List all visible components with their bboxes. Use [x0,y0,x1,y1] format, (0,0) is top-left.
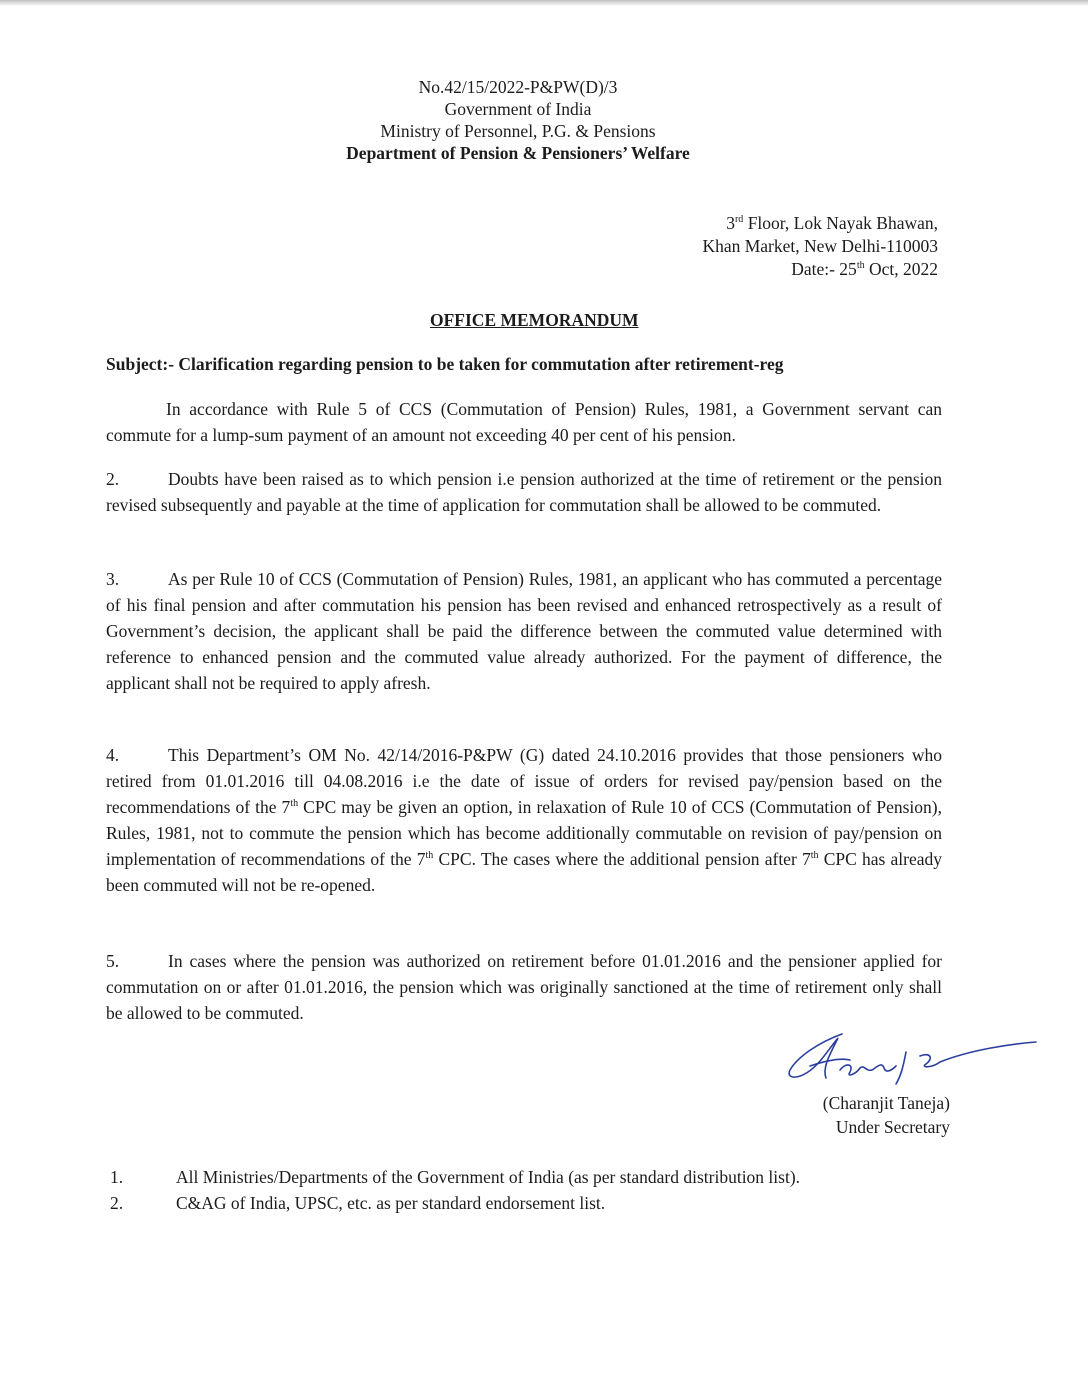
paragraph-number: 5. [106,951,120,971]
ministry-name: Ministry of Personnel, P.G. & Pensions [380,121,656,141]
paragraph-number: 2. [106,469,120,489]
distribution-item: 2. C&AG of India, UPSC, etc. as per standard endorsement list. [110,1193,606,1213]
memo-title: OFFICE MEMORANDUM [430,310,639,330]
subject-line: Subject:- Clarification regarding pension to be taken for commutation after retirement-reg [106,354,784,374]
address-line-2: Khan Market, New Delhi-110003 [702,236,938,256]
signatory-name: (Charanjit Taneja) [822,1093,950,1113]
scan-edge [0,0,1088,6]
memo-date: Date:- 25th Oct, 2022 [791,259,938,279]
paragraph-number: 3. [106,569,120,589]
file-number: No.42/15/2022-P&PW(D)/3 [418,77,618,97]
paragraph-number: 4. [106,745,120,765]
address-line-1: 3rd Floor, Lok Nayak Bhawan, [726,213,938,233]
signatory-block [823,1091,950,1139]
paragraph-5: 5. In cases where the pension was authorized on retirement before 01.01.2016 and the pensioner applied for commutation on or after 01.01.2016, the pension which was originally sanctioned at the time of retirement only shall be allowed to be commuted. [106,948,942,1026]
distribution-list [110,1164,800,1216]
government-name: Government of India [444,99,592,119]
paragraph-1: In accordance with Rule 5 of CCS (Commutation of Pension) Rules, 1981, a Government servant can commute for a lump-sum payment of an amount not exceeding 40 per cent of his pension. [106,399,942,445]
signatory-designation: Under Secretary [835,1117,950,1137]
letterhead [0,76,1036,164]
paragraph-2: 2. Doubts have been raised as to which pension i.e pension authorized at the time of retirement or the pension revised subsequently and payable at the time of application for commutation shall be allowed to be commuted. [106,466,942,518]
department-name: Department of Pension & Pensioners’ Welfare [346,143,690,163]
paragraph-3: 3. As per Rule 10 of CCS (Commutation of Pension) Rules, 1981, an applicant who has commuted a percentage of his final pension and after commutation his pension has been revised and enhanced retrospectively as a result of Government’s decision, the applicant shall be paid the difference between the commuted value determined with reference to enhanced pension and the commuted value already authorized. For the payment of difference, the applicant shall not be required to apply afresh. [106,566,942,696]
paragraph-4: 4. This Department’s OM No. 42/14/2016-P&PW (G) dated 24.10.2016 provides that those pensioners who retired from 01.01.2016 till 04.08.2016 i.e the date of issue of orders for revised pay/pension based on the recommendations of the 7th CPC may be given an option, in relaxation of Rule 10 of CCS (Commutation of Pension), Rules, 1981, not to commute the pension which has become additionally commutable on revision of pay/pension on implementation of recommendations of the 7th CPC. The cases where the additional pension after 7th CPC has already been commuted will not be re-opened. [106,742,942,898]
office-address [702,212,938,281]
distribution-item: 1. All Ministries/Departments of the Government of India (as per standard distribution list). [110,1167,801,1187]
signature-image [780,1022,1050,1092]
